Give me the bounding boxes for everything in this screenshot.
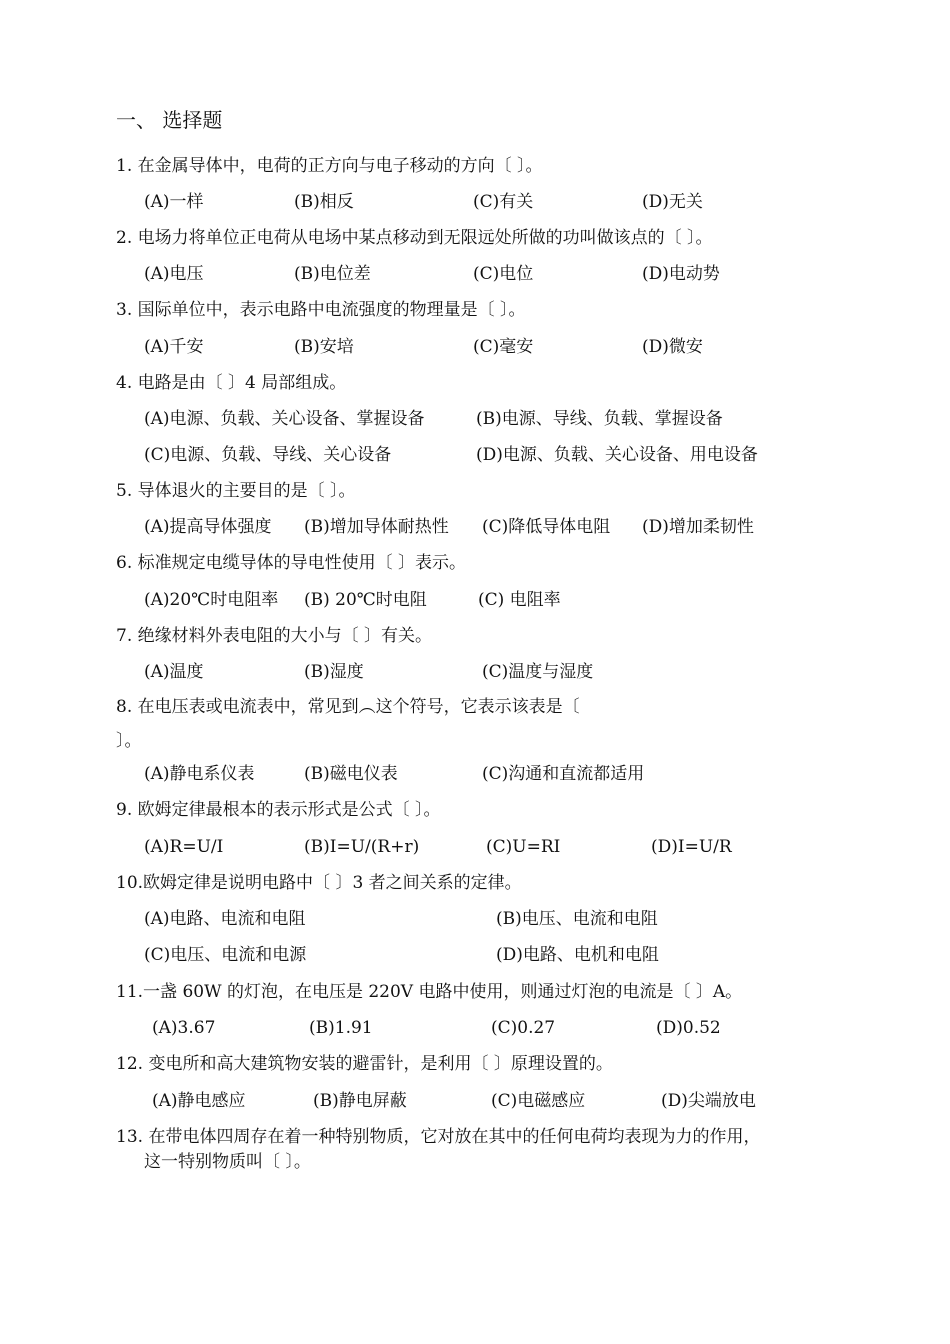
question-3-option-c: (C)毫安	[473, 337, 534, 357]
question-12-option-b: (B)静电屏蔽	[313, 1091, 407, 1111]
question-6-option-a: (A)20℃时电阻率	[144, 590, 279, 610]
question-5-option-c: (C)降低导体电阻	[482, 517, 611, 537]
question-3-stem: 3. 国际单位中，表示电路中电流强度的物理量是〔 〕。	[116, 300, 526, 320]
question-1-option-d: (D)无关	[642, 192, 703, 212]
question-5-option-b: (B)增加导体耐热性	[304, 517, 449, 537]
question-9-option-b: (B)I=U/(R+r)	[304, 837, 420, 857]
question-8-stem-continuation: 〕。	[116, 731, 142, 751]
question-6-option-c: (C) 电阻率	[478, 590, 561, 610]
question-10-option-d: (D)电路、电机和电阻	[496, 945, 659, 965]
question-2-option-b: (B)电位差	[294, 264, 371, 284]
question-6-option-b: (B) 20℃时电阻	[304, 590, 427, 610]
question-2-stem: 2. 电场力将单位正电荷从电场中某点移动到无限远处所做的功叫做该点的〔 〕。	[116, 228, 713, 248]
question-4-stem: 4. 电路是由〔 〕4 局部组成。	[116, 373, 347, 393]
question-7-option-b: (B)湿度	[304, 662, 364, 682]
question-10-option-a: (A)电路、电流和电阻	[144, 909, 306, 929]
question-12-option-c: (C)电磁感应	[491, 1091, 586, 1111]
question-12-option-d: (D)尖端放电	[661, 1091, 756, 1111]
question-13-stem: 13. 在带电体四周存在着一种特别物质，它对放在其中的任何电荷均表现为力的作用，	[116, 1127, 761, 1147]
question-11-option-d: (D)0.52	[656, 1018, 721, 1038]
question-13-stem-continuation: 这一特别物质叫〔 〕。	[144, 1152, 311, 1172]
question-4-option-d: (D)电源、负载、关心设备、用电设备	[476, 445, 758, 465]
question-4-option-b: (B)电源、导线、负载、掌握设备	[476, 409, 723, 429]
question-2-option-c: (C)电位	[473, 264, 534, 284]
question-4-option-a: (A)电源、负载、关心设备、掌握设备	[144, 409, 425, 429]
question-11-option-c: (C)0.27	[491, 1018, 556, 1038]
question-11-stem: 11.一盏 60W 的灯泡，在电压是 220V 电路中使用，则通过灯泡的电流是〔 〕A。	[116, 982, 743, 1002]
question-1-stem: 1. 在金属导体中，电荷的正方向与电子移动的方向〔 〕。	[116, 156, 543, 176]
question-10-stem: 10.欧姆定律是说明电路中〔 〕3 者之间关系的定律。	[116, 873, 522, 893]
question-9-stem: 9. 欧姆定律最根本的表示形式是公式〔 〕。	[116, 800, 441, 820]
question-11-option-b: (B)1.91	[309, 1018, 373, 1038]
question-8-stem: 8. 在电压表或电流表中，常见到︵这个符号，它表示该表是〔	[116, 697, 580, 717]
question-1-option-c: (C)有关	[473, 192, 534, 212]
question-11-option-a: (A)3.67	[152, 1018, 216, 1038]
question-10-option-b: (B)电压、电流和电阻	[496, 909, 658, 929]
question-3-option-b: (B)安培	[294, 337, 354, 357]
question-8-option-c: (C)沟通和直流都适用	[482, 764, 645, 784]
question-2-option-d: (D)电动势	[642, 264, 720, 284]
question-12-stem: 12. 变电所和高大建筑物安装的避雷针，是利用〔 〕原理设置的。	[116, 1054, 613, 1074]
question-5-option-a: (A)提高导体强度	[144, 517, 272, 537]
question-3-option-d: (D)微安	[642, 337, 703, 357]
question-9-option-a: (A)R=U/I	[144, 837, 224, 857]
question-7-stem: 7. 绝缘材料外表电阻的大小与〔 〕有关。	[116, 626, 433, 646]
question-8-option-b: (B)磁电仪表	[304, 764, 398, 784]
question-9-option-d: (D)I=U/R	[651, 837, 732, 857]
question-10-option-c: (C)电压、电流和电源	[144, 945, 307, 965]
question-1-option-b: (B)相反	[294, 192, 354, 212]
section-title: 一、 选择题	[116, 108, 223, 132]
question-3-option-a: (A)千安	[144, 337, 204, 357]
question-4-option-c: (C)电源、负载、导线、关心设备	[144, 445, 392, 465]
question-8-option-a: (A)静电系仪表	[144, 764, 255, 784]
question-5-option-d: (D)增加柔韧性	[642, 517, 754, 537]
question-7-option-a: (A)温度	[144, 662, 204, 682]
question-7-option-c: (C)温度与湿度	[482, 662, 594, 682]
question-6-stem: 6. 标准规定电缆导体的导电性使用〔 〕表示。	[116, 553, 467, 573]
question-9-option-c: (C)U=RI	[486, 837, 561, 857]
question-5-stem: 5. 导体退火的主要目的是〔 〕。	[116, 481, 356, 501]
question-1-option-a: (A)一样	[144, 192, 204, 212]
question-2-option-a: (A)电压	[144, 264, 204, 284]
question-12-option-a: (A)静电感应	[152, 1091, 246, 1111]
